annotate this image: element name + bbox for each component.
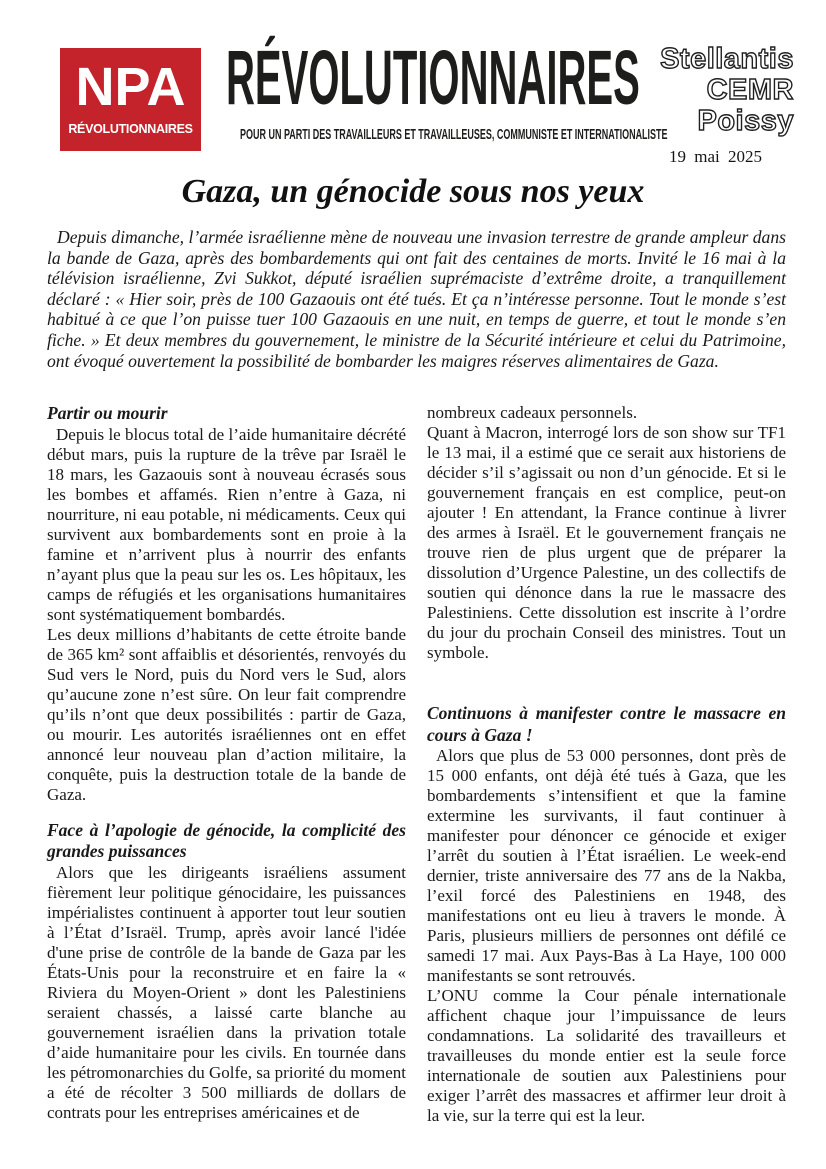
issue-date: 19 mai 2025 bbox=[669, 147, 762, 166]
section-heading-complicite: Face à l’apologie de génocide, la complicité des grandes puissances bbox=[47, 819, 406, 861]
npa-logo-acronym: NPA bbox=[75, 57, 186, 117]
masthead-title: RÉVOLUTIONNAIRES bbox=[226, 35, 640, 121]
intro-paragraph: Depuis dimanche, l’armée israélienne mène de nouveau une invasion terrestre de grande ampleur dans la bande de Gaza, après des bombardements qui ont fait des centaines de morts. Invité le 16 mai à la télévision israélienne, Zvi Sukkot, député israélien suprémaciste d’extrême droite, a tranquillement déclaré : « Hier soir, près de 100 Gazaouis ont été tués. Et ça n’intéresse personne. Tout le monde s’est habitué à ce que l’on puisse tuer 100 Gazaouis en une nuit, en temps de guerre, et tout le monde s’en fiche. » Et deux membres du gouvernement, le ministre de la Sécurité intérieure et celui du Patrimoine, ont évoqué ouvertement la possibilité de bombarder les maigres réserves alimentaires de Gaza. bbox=[47, 227, 786, 371]
section-heading-partir-ou-mourir: Partir ou mourir bbox=[47, 403, 168, 423]
paragraph: Alors que plus de 53 000 personnes, dont près de 15 000 enfants, ont déjà été tués à Gaza, que les bombardements s’intensifient et que la famine extermine les survivants, il faut continuer à manifester pour dénoncer ce génocide et exiger l’arrêt du soutien à l’État israélien. Le week-end dernier, triste anniversaire des 77 ans de la Nakba, l’exil forcé des Palestiniens en 1948, des manifestations ont eu lieu à travers le monde. À Paris, plusieurs milliers de personnes ont défilé ce samedi 17 mai. Aux Pays-Bas à La Haye, 100 000 manifestants se sont retrouvés. bbox=[427, 746, 786, 985]
article-columns bbox=[47, 403, 786, 1126]
paragraph-continuation: nombreux cadeaux personnels. bbox=[427, 403, 638, 422]
left-column bbox=[47, 403, 406, 1126]
npa-logo bbox=[60, 48, 201, 151]
edition-block bbox=[660, 44, 794, 137]
edition-line-site: CEMR bbox=[706, 74, 794, 106]
paragraph: L’ONU comme la Cour pénale internationale affichent chaque jour l’impuissance de leurs condamnations. La solidarité des travailleurs et travailleuses du monde entier est la seule force internationale de soutien aux Palestiniens pour exiger l’arrêt des massacres et affirmer leur droit à la vie, sur la terre qui est la leur. bbox=[427, 986, 786, 1125]
npa-logo-subtitle: RÉVOLUTIONNAIRES bbox=[68, 122, 193, 136]
paragraph: Alors que les dirigeants israéliens assument fièrement leur politique génocidaire, les puissances impérialistes continuent à apporter tout leur soutien à l’État d’Israël. Trump, après avoir lancé l'idée d'une prise de contrôle de la bande de Gaza par les États-Unis pour la reconstruire et en faire la « Riviera du Moyen-Orient » dont les Palestiniens seraient chassés, a laissé carte blanche au gouvernement israélien dans la privation totale d’aide humanitaire pour les civils. En tournée dans les pétromonarchies du Golfe, sa priorité du moment a été de récolter 3 500 milliards de dollars de contrats pour les entreprises américaines et de bbox=[47, 862, 406, 1122]
right-column bbox=[427, 403, 786, 1126]
paragraph: Quant à Macron, interrogé lors de son show sur TF1 le 13 mai, il a estimé que ce serait aux historiens de décider s’il s’agissait ou non d’un génocide. Et si le gouvernement français en est complice, peut-on ajouter ! En attendant, la France continue à livrer des armes à Israël. Et le gouvernement français ne trouve rien de plus urgent que de préparer la dissolution d’Urgence Palestine, un des collectifs de soutien qui dénonce dans la rue le massacre des Palestiniens. Cette dissolution est inscrite à l’ordre du jour du prochain Conseil des ministres. Tout un symbole. bbox=[427, 423, 786, 662]
paragraph: Depuis le blocus total de l’aide humanitaire décrété début mars, puis la rupture de la trêve par Israël le 18 mars, les Gazaouis sont à nouveau écrasés sous les bombes et affamés. Rien n’entre à Gaza, ni nourriture, ni eau potable, ni médicaments. Ceux qui survivent aux bombardements sont en proie à la famine et n’arrivent plus à nourrir des enfants n’ayant plus que la peau sur les os. Les hôpitaux, les camps de réfugiés et les organisations humanitaires sont systématiquement bombardés. bbox=[47, 424, 406, 624]
edition-line-company: Stellantis bbox=[660, 43, 794, 75]
section-heading-manifester: Continuons à manifester contre le massacre en cours à Gaza ! bbox=[427, 703, 786, 745]
edition-line-city: Poissy bbox=[697, 105, 794, 137]
headline: Gaza, un génocide sous nos yeux bbox=[181, 173, 645, 210]
paragraph: Les deux millions d’habitants de cette étroite bande de 365 km² sont affaiblis et désorientés, renvoyés du Sud vers le Nord, puis du Nord vers le Sud, alors qu’aucune zone n’est sûre. On leur fait comprendre qu’ils n’ont que deux possibilités : partir de Gaza, ou mourir. Les autorités israéliennes ont en effet annoncé leur nouveau plan d’action militaire, la conquête, puis la destruction totale de la bande de Gaza. bbox=[47, 624, 406, 804]
masthead-subtitle: POUR UN PARTI DES TRAVAILLEURS ET TRAVAILLEUSES, COMMUNISTE ET INTERNATIONALISTE bbox=[240, 127, 668, 143]
